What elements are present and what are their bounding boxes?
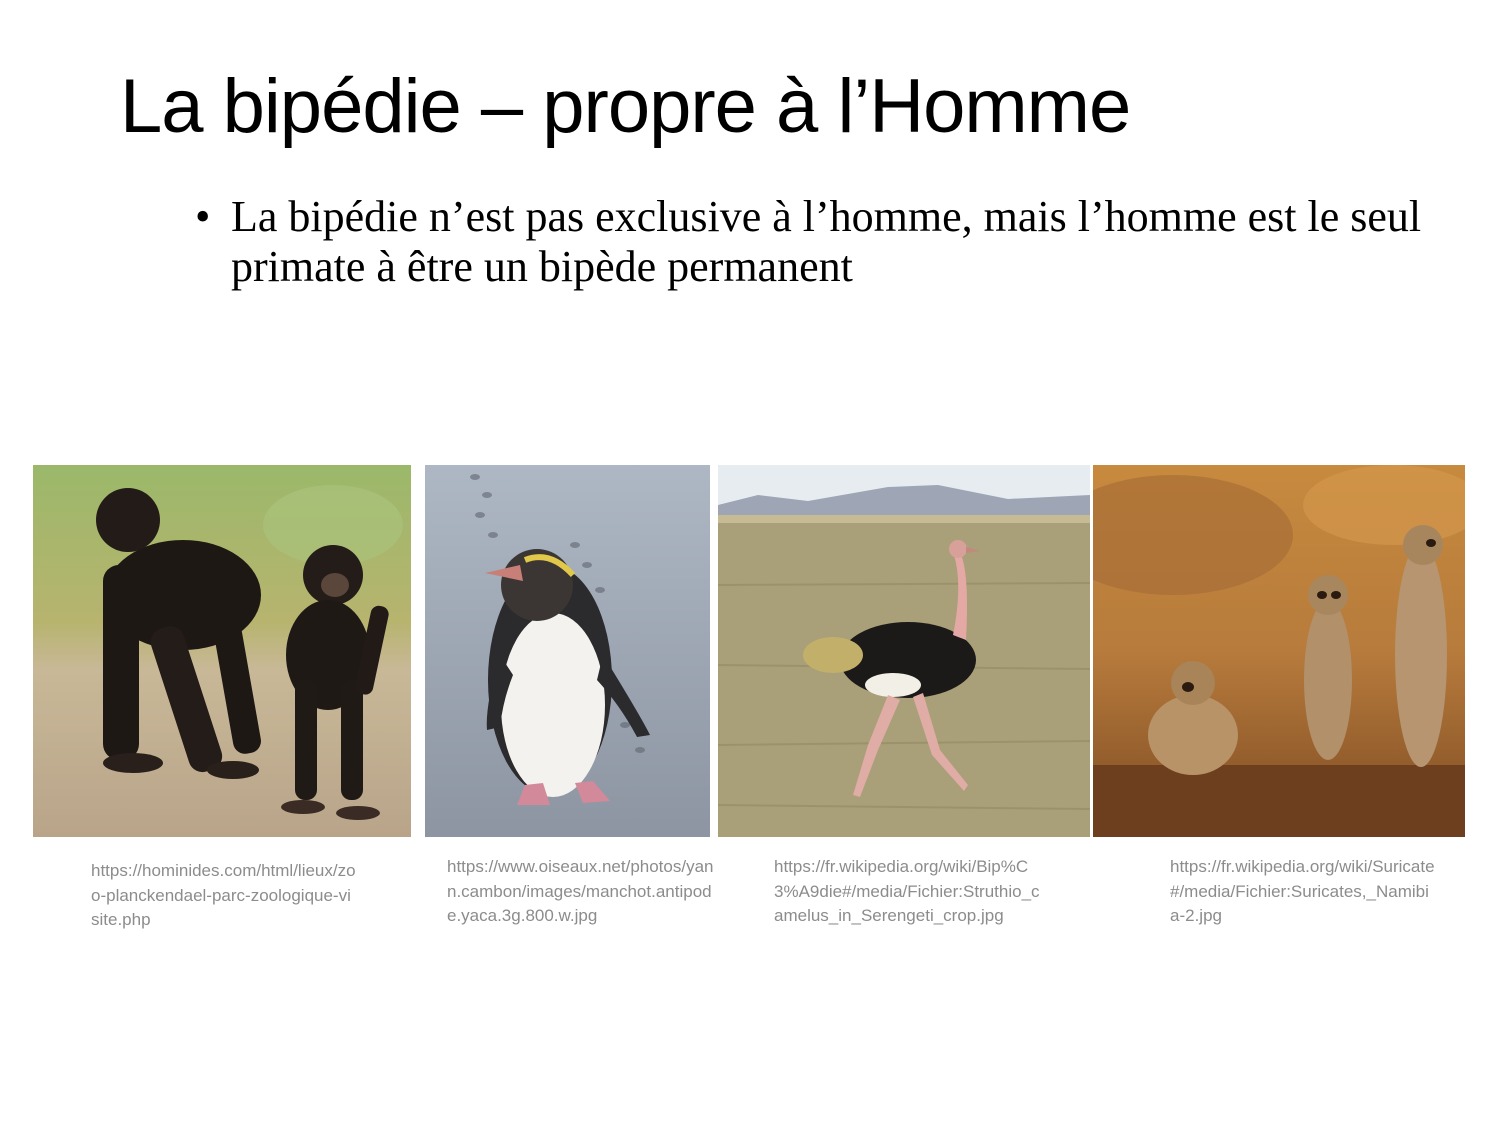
photo-caption-penguin: https://www.oiseaux.net/photos/yann.cambon/images/manchot.antipode.yaca.3g.800.w.jpg xyxy=(447,857,714,925)
bullet-text: La bipédie n’est pas exclusive à l’homme, mais l’homme est le seul primate à être un bipède permanent xyxy=(231,192,1422,291)
bonobos-photo xyxy=(33,465,411,837)
ostrich-photo xyxy=(718,465,1090,837)
meerkats-photo xyxy=(1093,465,1465,837)
bullet-item xyxy=(195,192,1425,292)
penguin-photo xyxy=(425,465,710,837)
bullet-list xyxy=(195,192,1425,292)
slide-title: La bipédie – propre à l’Homme xyxy=(120,64,1131,149)
photo-caption-ostrich: https://fr.wikipedia.org/wiki/Bip%C3%A9die#/media/Fichier:Struthio_camelus_in_Serengeti_crop.jpg xyxy=(774,857,1040,925)
photo-caption-meerkats: https://fr.wikipedia.org/wiki/Suricate#/media/Fichier:Suricates,_Namibia-2.jpg xyxy=(1170,857,1435,925)
bullet-marker: • xyxy=(195,192,211,241)
photo-caption-bonobos: https://hominides.com/html/lieux/zoo-planckendael-parc-zoologique-visite.php xyxy=(91,861,356,929)
